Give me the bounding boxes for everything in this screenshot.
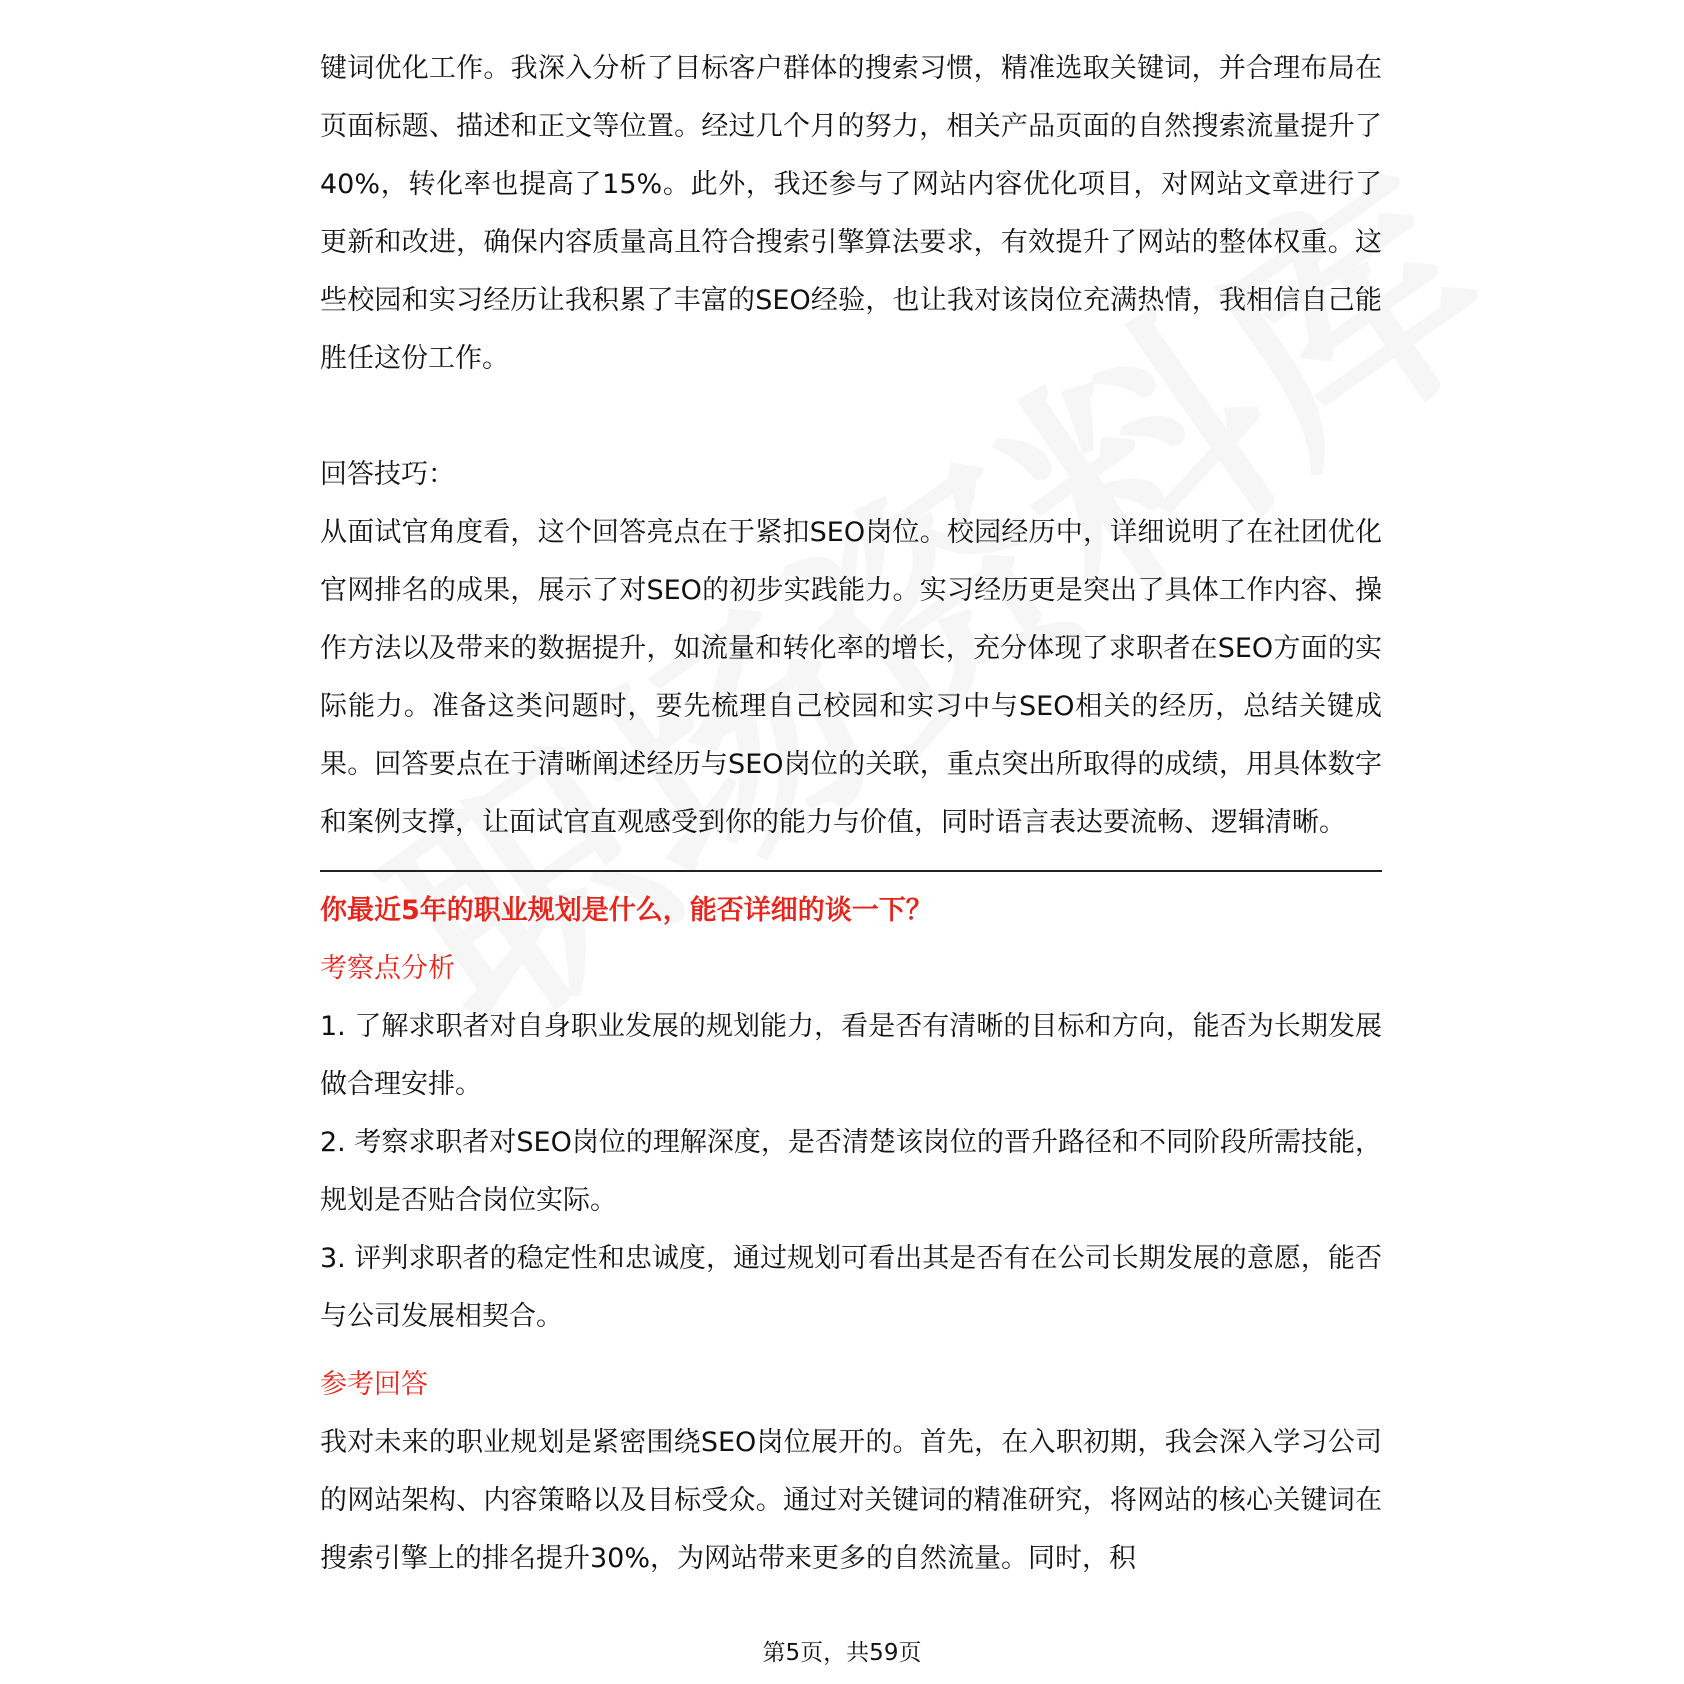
analysis-heading: 考察点分析 [320,953,455,984]
tips-paragraph: 从面试官角度看，这个回答亮点在于紧扣SEO岗位。校园经历中，详细说明了在社团优化官网排名的成果，展示了对SEO的初步实践能力。实习经历更是突出了具体工作内容、操作方法以及带来的数据提升，如流量和转化率的增长，充分体现了求职者在SEO方面的实际能力。准备这类问题时，要先梳理自己校园和实习中与SEO相关的经历，总结关键成果。回答要点在于清晰阐述经历与SEO岗位的关联，重点突出所取得的成绩，用具体数字和案例支撑，让面试官直观感受到你的能力与价值，同时语言表达要流畅、逻辑清晰。 [320,517,1382,838]
spacer [320,388,1382,446]
reference-heading: 参考回答 [320,1369,428,1400]
analysis-point-3: 3. 评判求职者的稳定性和忠诚度，通过规划可看出其是否有在公司长期发展的意愿，能否与公司发展相契合。 [320,1243,1382,1332]
question-title: 你最近5年的职业规划是什么，能否详细的谈一下？ [320,895,933,926]
analysis-point-2: 2. 考察求职者对SEO岗位的理解深度，是否清楚该岗位的晋升路径和不同阶段所需技能，规划是否贴合岗位实际。 [320,1127,1382,1216]
tips-heading: 回答技巧： [320,459,455,490]
analysis-point-1: 1. 了解求职者对自身职业发展的规划能力，看是否有清晰的目标和方向，能否为长期发展做合理安排。 [320,1011,1382,1100]
document-page [320,40,1382,1588]
section-divider [320,870,1382,872]
intro-paragraph: 键词优化工作。我深入分析了目标客户群体的搜索习惯，精准选取关键词，并合理布局在页面标题、描述和正文等位置。经过几个月的努力，相关产品页面的自然搜索流量提升了40%，转化率也提高了15%。此外，我还参与了网站内容优化项目，对网站文章进行了更新和改进，确保内容质量高且符合搜索引擎算法要求，有效提升了网站的整体权重。这些校园和实习经历让我积累了丰富的SEO经验，也让我对该岗位充满热情，我相信自己能胜任这份工作。 [320,53,1382,374]
reference-paragraph: 我对未来的职业规划是紧密围绕SEO岗位展开的。首先，在入职初期，我会深入学习公司的网站架构、内容策略以及目标受众。通过对关键词的精准研究，将网站的核心关键词在搜索引擎上的排名提升30%，为网站带来更多的自然流量。同时，积 [320,1427,1382,1574]
page-number: 第5页，共59页 [762,1640,922,1666]
